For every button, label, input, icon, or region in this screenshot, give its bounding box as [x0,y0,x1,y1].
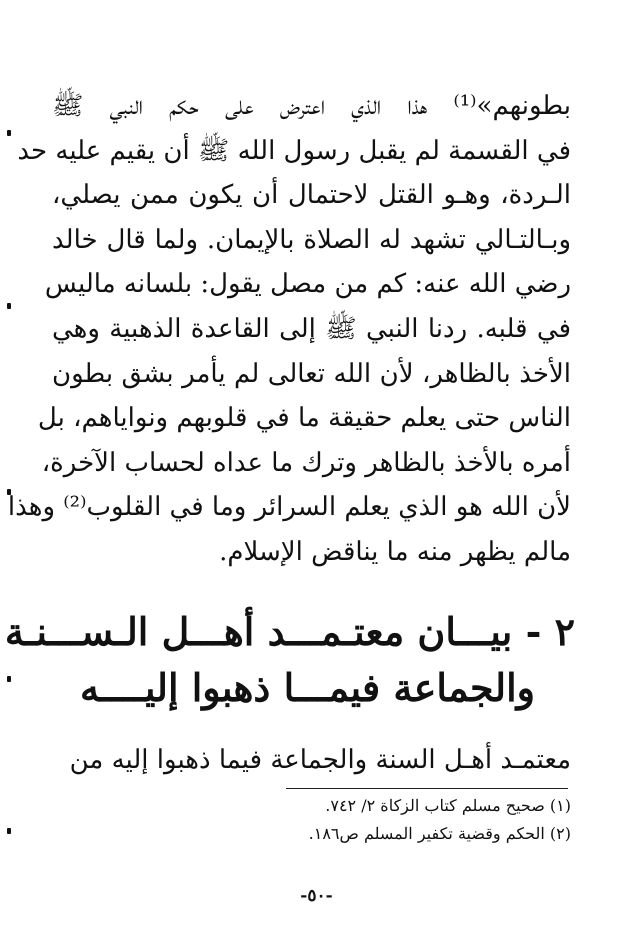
text-line: بطونهم»⁽¹⁾ هذا الذي اعترض على حكم النبي ﷺ [52,91,571,121]
footnote-divider [286,788,568,789]
main-paragraph [7,84,571,575]
scan-edge-mark [7,676,11,682]
section-heading-line-2: والجماعة فيمـــا ذهبوا إليــــه [80,665,535,710]
text-line: وبـالتـالي تشهد له الصلاة بالإيمان. ولما قال خالد [52,224,571,255]
text-line: رضي الله عنه: كم من مصل يقول: بلسانه ماليس [44,269,571,300]
text-line: الـردة، وهـو القتل لاحتمال أن يكون ممن يصلي، [52,180,571,211]
footnote-2: (٢) الحكم وقضية تكفير المسلم ص١٨٦. [308,824,571,843]
text-line: الأخذ بالظاهر، لأن الله تعالى لم يأمر بشق بطون [52,358,571,389]
text-line: في القسمة لم يقبل رسول الله ﷺ أن يقيم عليه حد [17,135,571,166]
scan-edge-mark [7,130,11,136]
page-number: -٥٠- [300,886,333,906]
footnotes [52,792,571,848]
section-heading [4,604,575,716]
scan-edge-mark [7,828,11,834]
scan-edge-mark [7,303,11,309]
text-line: أمره بالأخذ بالظاهر وترك ما عداه لحساب الآخرة، [41,447,571,478]
text-line: لأن الله هو الذي يعلم السرائر وما في القلوب⁽²⁾ وهذا [7,492,571,523]
section-heading-line-1: ٢ - بيـــان معتـمـــد أهـــل الـســـنـة [4,609,575,654]
text-line: مالم يظهر منه ما يناقض الإسلام. [219,536,571,567]
text-line: في قلبه. ردنا النبي ﷺ إلى القاعدة الذهبية وهي [52,313,571,344]
footnote-1: (١) صحيح مسلم كتاب الزكاة ٢/ ٧٤٢. [325,796,571,815]
text-line: الناس حتى يعلم حقيقة ما في قلوبهم ونواياهم، بل [37,403,571,434]
section-intro-line: معتمـد أهـل السنة والجماعة فيما ذهبوا إليه من [69,745,571,775]
